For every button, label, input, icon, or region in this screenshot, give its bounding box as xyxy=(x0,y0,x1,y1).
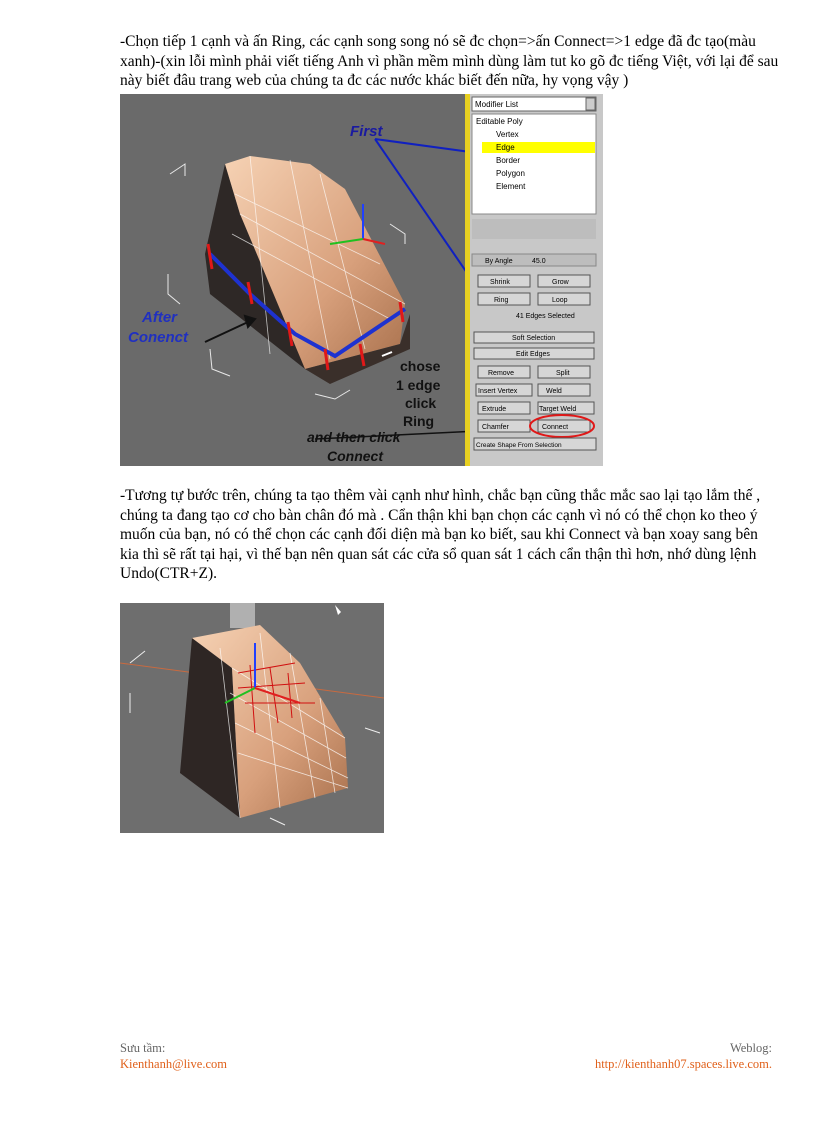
target-weld-button[interactable]: Target Weld xyxy=(539,406,577,413)
soft-selection-rollout[interactable]: Soft Selection xyxy=(512,335,556,342)
connect-button[interactable]: Connect xyxy=(542,424,569,431)
paragraph-2: -Tương tự bước trên, chúng ta tạo thêm vài cạnh như hình, chắc bạn cũng thắc mắc sao lại tạo lắm thế , chúng ta đang tạo cơ cho bàn chân đó mà . Cẩn thận khi bạn chọn các cạnh vì nó có thể chọn ko theo ý muốn của bạn, nó có thể chọn các cạnh đối diện mà bạn ko biết, sau khi Connect và bạn xoay sang bên kia thì sẽ rất tại hại, vì thế bạn nên quan sát các cửa sổ quan sát 1 cách cẩn thận thì hơn, nhớ dùng lệnh Undo(CTR+Z). xyxy=(120,487,761,582)
weld-button[interactable]: Weld xyxy=(546,388,562,395)
by-angle-value[interactable]: 45.0 xyxy=(532,258,546,265)
modifier-stack xyxy=(472,114,596,214)
extrude-button[interactable]: Extrude xyxy=(482,406,507,413)
edges-selected-text: 41 Edges Selected xyxy=(516,313,575,320)
ring-button[interactable]: Ring xyxy=(494,297,509,304)
edit-edges-rollout[interactable]: Edit Edges xyxy=(516,351,550,358)
figure-1-svg xyxy=(120,94,603,466)
label-click: click xyxy=(405,395,437,411)
modifier-list-label: Modifier List xyxy=(475,100,519,109)
footer-email-link[interactable]: Kienthanh@live.com xyxy=(120,1057,227,1071)
footer-right xyxy=(595,1040,772,1072)
footer-left xyxy=(120,1040,227,1072)
stack-toolbar xyxy=(472,219,596,239)
shrink-button[interactable]: Shrink xyxy=(490,279,510,286)
paragraph-1: -Chọn tiếp 1 cạnh và ấn Ring, các cạnh song song nó sẽ đc chọn=>ấn Connect=>1 edge đã đc tạo(màu xanh)-(xin lỗi mình phải viết tiếng Anh vì phần mềm mình dùng làm tut ko gõ đc tiếng Việt, với lại để sau này biết đâu trang web của chúng ta đc các nước khác biết đến nữa, hy vọng vậy ) xyxy=(120,33,779,89)
label-chose: chose xyxy=(400,358,441,374)
stack-polygon[interactable]: Polygon xyxy=(496,169,525,178)
remove-button[interactable]: Remove xyxy=(488,370,515,377)
grow-button[interactable]: Grow xyxy=(552,279,569,286)
label-after-2: Conenct xyxy=(128,329,188,346)
figure-more-edges xyxy=(120,603,384,833)
leg-stub xyxy=(230,603,255,628)
stack-border[interactable]: Border xyxy=(496,156,521,165)
chamfer-button[interactable]: Chamfer xyxy=(482,424,509,431)
by-angle-label: By Angle xyxy=(485,258,513,265)
loop-button[interactable]: Loop xyxy=(552,297,568,304)
dropdown-arrow-icon xyxy=(586,98,595,110)
footer-weblog-link[interactable]: http://kienthanh07.spaces.live.com. xyxy=(594,1057,772,1071)
stack-editable-poly[interactable]: Editable Poly xyxy=(476,117,523,126)
figure-2-svg xyxy=(120,603,384,833)
label-ring: Ring xyxy=(403,413,435,429)
create-shape-button[interactable]: Create Shape From Selection xyxy=(476,442,562,449)
label-one-edge: 1 edge xyxy=(396,377,441,393)
footer-left-label: Sưu tầm: xyxy=(120,1041,166,1055)
footer-right-label: Weblog: xyxy=(729,1041,772,1055)
stack-edge[interactable]: Edge xyxy=(496,143,515,152)
stack-vertex[interactable]: Vertex xyxy=(496,130,519,139)
label-and-then-click: and then click xyxy=(307,429,401,445)
split-button[interactable]: Split xyxy=(556,370,570,377)
stack-element[interactable]: Element xyxy=(496,182,526,191)
label-after-1: After xyxy=(142,309,178,326)
insert-vertex-button[interactable]: Insert Vertex xyxy=(478,388,518,395)
viewport-frame xyxy=(465,94,470,466)
label-first: First xyxy=(350,123,383,140)
label-connect: Connect xyxy=(327,448,383,464)
figure-connect-tutorial xyxy=(120,94,603,466)
